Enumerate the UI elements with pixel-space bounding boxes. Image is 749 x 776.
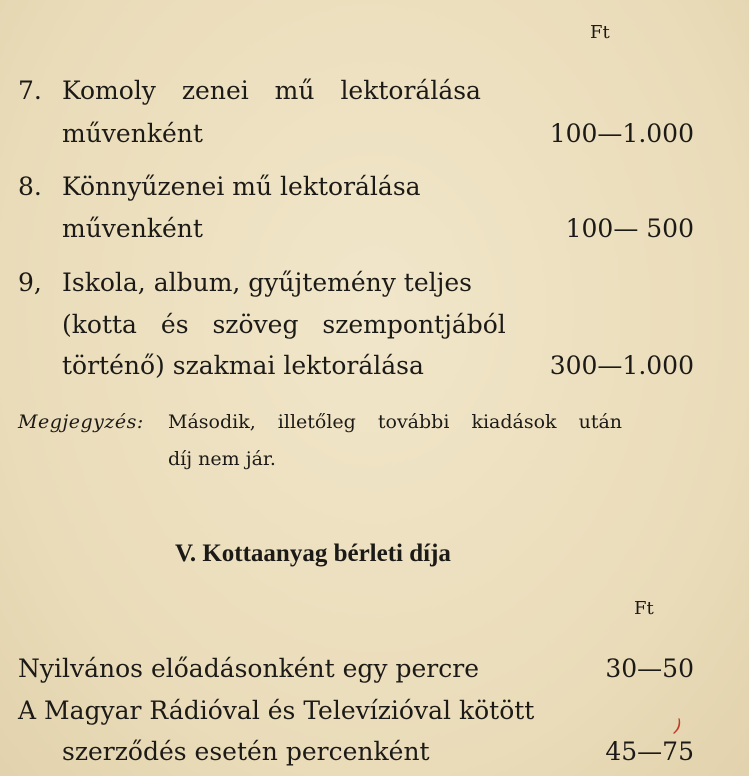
item-9-line3: történő) szakmai lektorálása [62,351,424,380]
item-9-number: 9, [18,268,42,297]
item-8-subtitle: művenként [62,214,203,243]
rental-row-2-label: A Magyar Rádióval és Televízióval kötött [18,696,535,725]
rental-row-2-range: 45—75 [605,737,694,766]
rental-row-1-label: Nyilvános előadásonként egy percre [18,654,479,683]
item-7-number: 7. [18,76,42,105]
note-label: Megjegyzés: [18,411,144,433]
rental-row-2-line2: szerződés esetén percenként [62,737,430,766]
item-8-range: 100— 500 [565,214,694,243]
section-v-unit-header: Ft [634,598,654,619]
item-7-subtitle: művenként [62,119,203,148]
unit-header-ft: Ft [590,22,610,43]
pencil-mark-icon: ) [670,715,685,738]
item-8-title: Könnyűzenei mű lektorálása [62,172,421,201]
section-v-title: V. Kottaanyag bérleti díja [175,540,451,567]
item-8-number: 8. [18,172,42,201]
rental-row-1-range: 30—50 [605,654,694,683]
note-line2: díj nem jár. [168,448,276,470]
item-7-range: 100—1.000 [549,119,694,148]
item-7-title: Komoly zenei mű lektorálása [62,76,481,105]
item-9-line2: (kotta és szöveg szempontjából [62,310,506,339]
note-line1: Második, illetőleg további kiadások után [168,411,623,433]
item-9-title: Iskola, album, gyűjtemény teljes [62,268,473,297]
item-9-range: 300—1.000 [549,351,694,380]
